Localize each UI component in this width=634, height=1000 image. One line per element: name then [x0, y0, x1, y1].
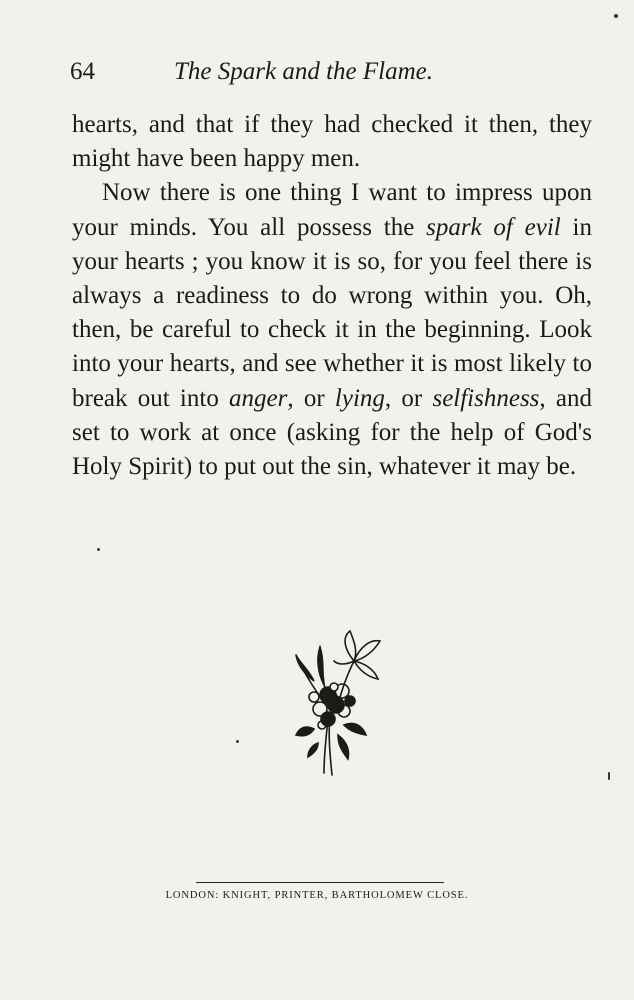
printer-imprint: LONDON: KNIGHT, PRINTER, BARTHOLOMEW CLOSE. — [165, 890, 469, 901]
italic-phrase: selfishness — [432, 384, 540, 412]
italic-phrase: anger — [229, 384, 288, 412]
paragraph-text: in your hearts ; you know it is so, for you feel there is always a readiness to do wrong within you. Oh, then, be careful to check it in the beginning. Look into your hearts, and see whether it is most likely to break out into — [72, 213, 592, 412]
paragraph-text: , or — [287, 384, 335, 412]
paragraph — [72, 108, 592, 176]
ink-speck — [97, 548, 100, 551]
ink-speck — [236, 740, 239, 743]
running-head — [70, 58, 570, 92]
running-title: The Spark and the Flame. — [174, 58, 433, 85]
ink-speck — [614, 14, 618, 18]
body-text — [72, 108, 592, 484]
paragraph-text: , or — [384, 384, 433, 412]
footer-rule — [196, 882, 444, 883]
italic-phrase: lying — [334, 384, 385, 412]
page-number: 64 — [70, 58, 95, 85]
ink-speck — [608, 772, 610, 780]
italic-phrase: spark of evil — [426, 213, 561, 241]
paragraph — [72, 176, 592, 484]
paragraph-text: Now there is one thing I want to impress upon your minds. You all possess the — [72, 179, 592, 241]
paragraph-text: hearts, and that if they had checked it then, they might have been happy men. — [72, 111, 592, 173]
paragraph-text: , and set to work at once (asking for the help of God's Holy Spirit) to put out the sin, whatever it may be. — [72, 384, 592, 481]
flower-bouquet-icon — [284, 625, 384, 780]
